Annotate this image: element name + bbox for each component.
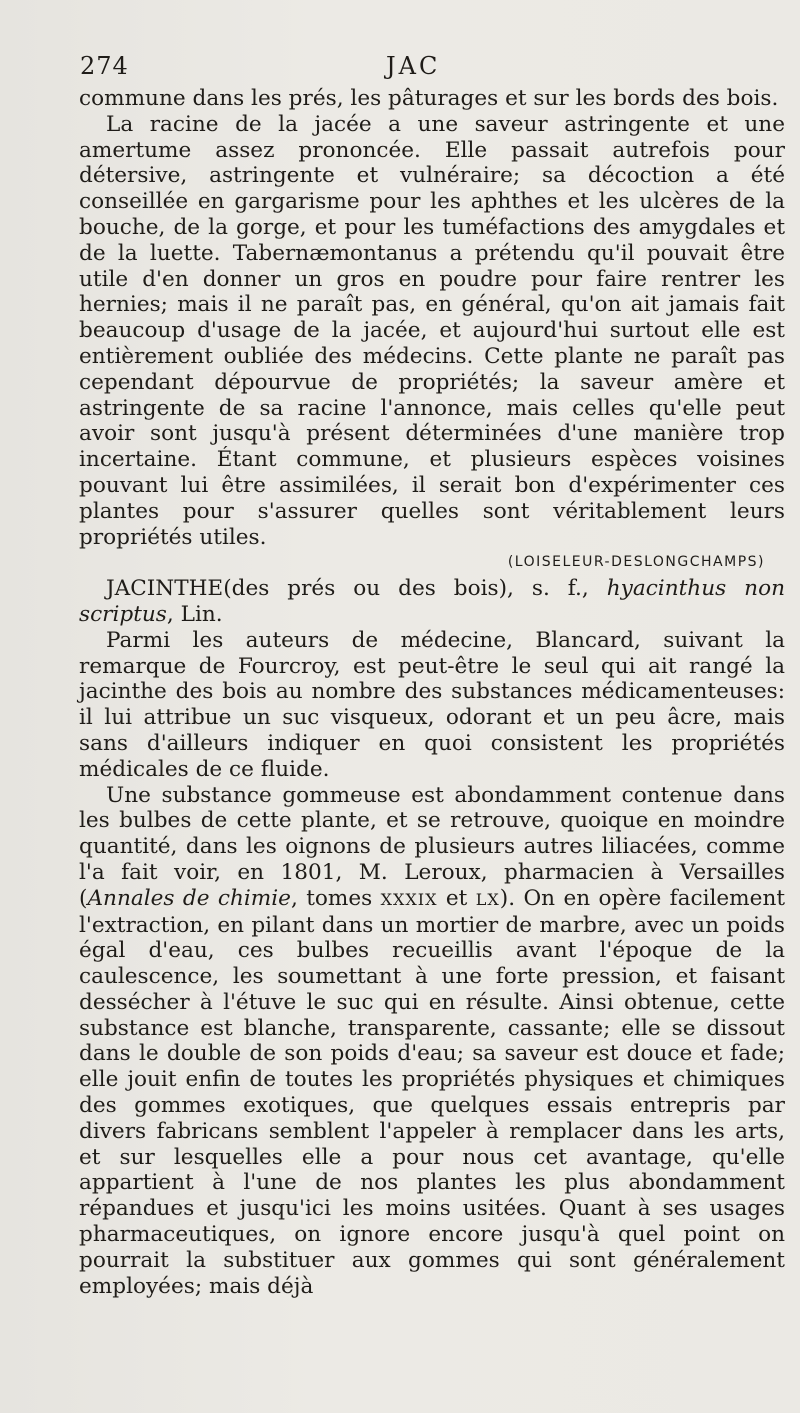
paragraph-blancard: Parmi les auteurs de médecine, Blancard, suivant la remarque de Fourcroy, est peut-être le seul qui ait rangé la jacinthe des bois au nombre des substances médicamenteuses: il lui attribue un suc visqueux, odorant et un peu âcre, mais sans d'ailleurs indiquer en quoi consistent les propriétés médicales de ce fluide. [79, 627, 785, 782]
continuation-text: commune dans les prés, les pâturages et sur les bords des bois. [79, 86, 779, 111]
journal-title: Annales de chimie [87, 885, 291, 911]
paragraph-part-4: ). On en opère facilement l'extraction, en pilant dans un mortier de marbre, avec un poids égal d'eau, ces bulbes recueillis avant l'époque de la caulescence, les soumettant à une forte pression, et faisant dessécher à l'étuve le suc qui en résulte. Ainsi obtenue, cette substance est blanche, transparente, cassante; elle se dissout dans le double de son poids d'eau; sa saveur est douce et fade; elle jouit enfin de toutes les propriétés physiques et chimiques des gommes exotiques, que quelques essais entrepris par divers fabricans semblent l'appeler à remplacer dans les arts, et sur lesquelles elle a pour nous cet avantage, qu'elle appartient à l'une de nos plantes les plus abondamment répandues et jusqu'ici les moins usitées. Quant à ses usages pharmaceutiques, on ignore encore jusqu'à quel point on pourrait la substituer aux gommes qui sont généralement employées; mais déjà [79, 885, 786, 1299]
entry-headword: JACINTHE [106, 576, 224, 602]
entry-heading [79, 576, 785, 628]
volume-60: LX [475, 889, 500, 909]
entry-latin-name: hyacinthus non scriptus [79, 576, 785, 627]
paragraph-part-3: et [437, 885, 476, 911]
volume-39: XXXIX [380, 889, 438, 909]
entry-latin-author: , Lin. [166, 601, 223, 627]
page-number: 274 [80, 52, 129, 80]
paragraph-part-1: Une substance gommeuse est abondamment contenue dans les bulbes de cette plante, et se retrouve, quoique en moindre quantité, dans les oignons de plusieurs autres liliacées, comme l'a fait voir, en 1801, M. Leroux, pharmacien à Versailles ( [79, 782, 785, 911]
entry-headword-rest: (des prés ou des bois), s. f., [223, 576, 589, 602]
body-text [79, 86, 785, 1299]
page-header [80, 52, 770, 86]
author-signature: (LOISELEUR-DESLONGCHAMPS) [507, 554, 765, 571]
running-head: JAC [386, 52, 441, 80]
paragraph-substance-gommeuse [79, 783, 785, 1300]
paragraph-jacee-racine: La racine de la jacée a une saveur astringente et une amertume assez prononcée. Elle passait autrefois pour détersive, astringente et vulnéraire; sa décoction a été conseillée en gargarisme pour les aphthes et les ulcères de la bouche, de la gorge, et pour les tuméfactions des amygdales et de la luette. Tabernæmontanus a prétendu qu'il pouvait être utile d'en donner un gros en poudre pour faire rentrer les hernies; mais il ne paraît pas, en général, qu'on ait jamais fait beaucoup d'usage de la jacée, et aujourd'hui surtout elle est entièrement oubliée des médecins. Cette plante ne paraît pas cependant dépourvue de propriétés; la saveur amère et astringente de sa racine l'annonce, mais celles qu'elle peut avoir sont jusqu'à présent déterminées d'une manière trop incertaine. Étant commune, et plusieurs espèces voisines pouvant lui être assimilées, il serait bon d'expérimenter ces plantes pour s'assurer quelles sont véritablement leurs propriétés utiles. [79, 111, 785, 550]
paragraph-part-2: , tomes [290, 885, 381, 911]
